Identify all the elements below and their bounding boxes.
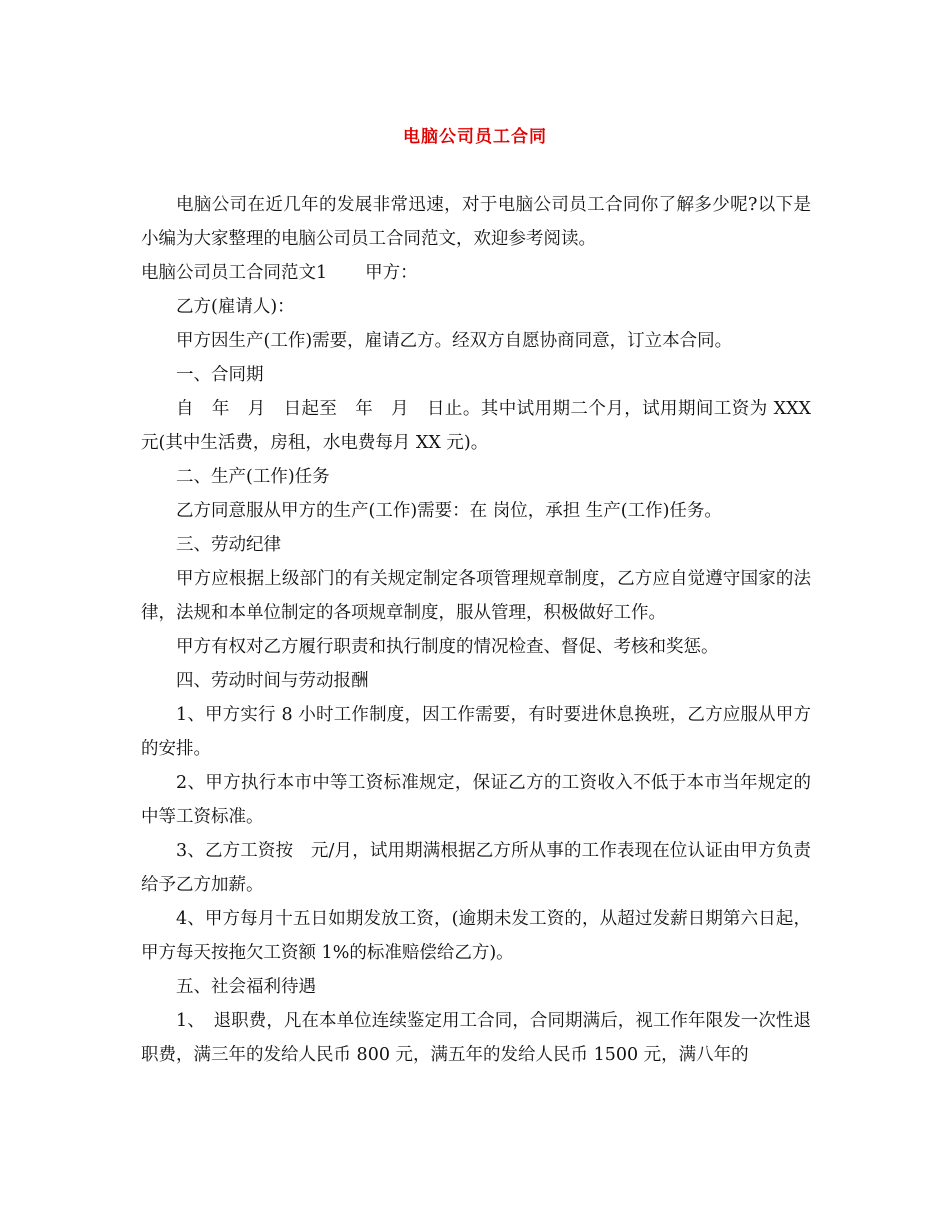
sample-heading-line xyxy=(141,256,811,290)
term-paragraph: 自 年 月 日起至 年 月 日止。其中试用期二个月，试用期间工资为 XXX 元(其中生活费，房租，水电费每月 XX 元)。 xyxy=(141,399,811,453)
section-heading-hours-pay: 四、劳动时间与劳动报酬 xyxy=(176,671,369,691)
intro-paragraph: 电脑公司在近几年的发展非常迅速，对于电脑公司员工合同你了解多少呢?以下是小编为大家整理的电脑公司员工合同范文，欢迎参考阅读。 xyxy=(141,195,811,249)
document-title: 电脑公司员工合同 xyxy=(403,127,547,147)
welfare-item-1: 1、 退职费，凡在本单位连续鉴定用工合同，合同期满后，视工作年限发一次性退职费，满三年的发给人民币 800 元，满五年的发给人民币 1500 元，满八年的 xyxy=(141,1011,811,1065)
hours-pay-item-3: 3、乙方工资按 元/月，试用期满根据乙方所从事的工作表现在位认证由甲方负责给予乙方加薪。 xyxy=(141,841,811,895)
section-heading-term: 一、合同期 xyxy=(176,365,264,385)
section-heading-discipline: 三、劳动纪律 xyxy=(176,535,281,555)
discipline-paragraph-1: 甲方应根据上级部门的有关规定制定各项管理规章制度，乙方应自觉遵守国家的法律，法规和本单位制定的各项规章制度，服从管理，积极做好工作。 xyxy=(141,569,811,623)
document-body xyxy=(141,188,811,1072)
party-a-label: 甲方： xyxy=(365,263,418,283)
party-b-label: 乙方(雇请人)： xyxy=(176,297,295,317)
hours-pay-item-1: 1、甲方实行 8 小时工作制度，因工作需要，有时要进休息换班，乙方应服从甲方的安排。 xyxy=(141,705,811,759)
hours-pay-item-2: 2、甲方执行本市中等工资标准规定，保证乙方的工资收入不低于本市当年规定的中等工资标准。 xyxy=(141,773,811,827)
section-heading-tasks: 二、生产(工作)任务 xyxy=(176,467,330,487)
discipline-paragraph-2: 甲方有权对乙方履行职责和执行制度的情况检查、督促、考核和奖惩。 xyxy=(176,637,719,657)
sample-heading: 电脑公司员工合同范文1 xyxy=(141,263,328,283)
section-heading-welfare: 五、社会福利待遇 xyxy=(176,977,316,997)
preamble-paragraph: 甲方因生产(工作)需要，雇请乙方。经双方自愿协商同意，订立本合同。 xyxy=(176,331,733,351)
tasks-paragraph: 乙方同意服从甲方的生产(工作)需要：在 岗位，承担 生产(工作)任务。 xyxy=(176,501,722,521)
hours-pay-item-4: 4、甲方每月十五日如期发放工资，(逾期未发工资的，从超过发薪日期第六日起，甲方每天按拖欠工资额 1%的标准赔偿给乙方)。 xyxy=(141,909,811,963)
